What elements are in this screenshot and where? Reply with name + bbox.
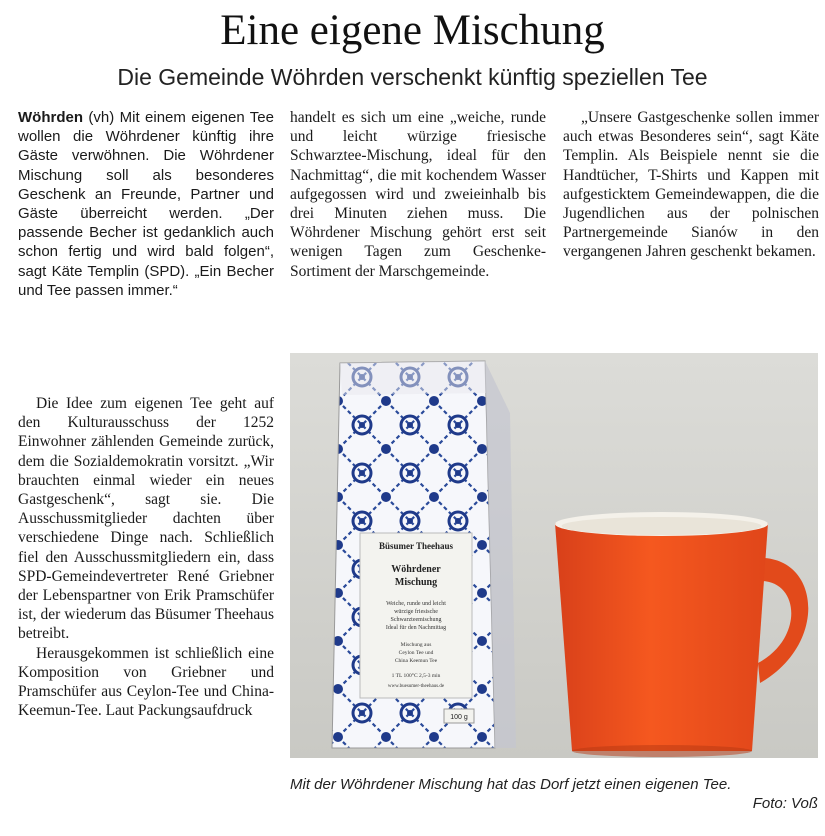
label-title-2: Mischung: [394, 577, 438, 588]
tea-label: [360, 533, 472, 698]
subheadline: Die Gemeinde Wöhrden verschenkt künftig speziellen Tee: [117, 64, 708, 90]
tea-bag: [332, 361, 516, 748]
label-url: www.buesumer-theehaus.de: [387, 684, 445, 689]
bag-weight-tag: [444, 709, 474, 723]
label-brew: 1 TL 100°C 2,5-3 min: [391, 673, 441, 679]
label-desc-4: Ideal für den Nachmittag: [385, 625, 447, 631]
article-column-1-cont: [18, 394, 274, 720]
paragraph-col3: „Unsere Gastgeschenke sollen immer auch etwas Besonderes sein“, sagt Käte Templin. Als Beispiele nennt sie die Handtücher, T-Shirts und Kappen mit aufgesticktem Gemeindewappen, die die Jugendlichen aus der polnischen Partnergemeinde Sianów in den vergangenen Jahren geschenkt bekamen.: [563, 109, 819, 261]
label-title-1: Wöhrdener: [391, 564, 441, 575]
label-blend-3: China Keemun Tee: [394, 658, 438, 664]
headline: Eine eigene Mischung: [220, 7, 605, 54]
article-photo: [290, 353, 818, 758]
article-column-1: [18, 108, 274, 300]
paragraph-intro: [18, 108, 274, 300]
label-blend-1: Mischung aus: [400, 642, 432, 648]
photo-illustration: [290, 353, 818, 758]
bag-weight: 100 g: [450, 714, 468, 721]
paragraph-3: Herausgekommen ist schließlich eine Komposition von Griebner und Pramschüfer aus Ceylon-Tee und China-Keemun-Tee. Laut Packungsaufdruck: [18, 644, 274, 720]
label-desc-1: Weiche, runde und leicht: [386, 601, 446, 607]
caption-text: Mit der Wöhrdener Mischung hat das Dorf jetzt einen eigenen Tee.: [290, 776, 732, 793]
label-desc-2: würzige friesische: [394, 609, 438, 615]
article-column-2: [290, 108, 546, 281]
article-column-3: [563, 108, 819, 262]
label-brand: Büsumer Theehaus: [379, 541, 453, 551]
paragraph-2: Die Idee zum eigenen Tee geht auf den Kulturausschuss der 1252 Einwohner zählenden Gemeinde zurück, dem die Sozialdemokratin vorsitzt. „Wir brauchten einmal wieder ein neues Gastgeschenk“, sagt sie. Die Ausschussmitglieder dachten über verschiedene Dinge nach. Schließlich fiel den Ausschussmitgliedern ein, dass SPD-Gemeindevertreter René Griebner der Lebenspartner von Erik Pramschüfer ist, der wiederum das Büsumer Theehaus betreibt.: [18, 395, 274, 643]
intro-text: (vh) Mit einem eigenen Tee wollen die Wöhrdener künftig ihre Gäste verwöhnen. Die Wöhrdener Mischung soll als besonderes Geschenk an Freunde, Partner und Gäste überreicht werden. „Der passende Becher ist gedanklich auch schon fertig und wird bald folgen“, sagt Käte Templin (SPD). „Ein Becher und Tee passen immer.“: [18, 109, 274, 299]
paragraph-col2: handelt es sich um eine „weiche, runde und leicht würzige friesische Schwarztee-Mischung, ideal für den Nachmittag“, die mit kochendem Wasser aufgegossen wird und zweieinhalb bis drei Minuten ziehen muss. Die Wöhrdener Mischung gehört erst seit wenigen Tagen zum Geschenke-Sortiment der Marschgemeinde.: [290, 109, 546, 280]
photo-caption: [290, 775, 818, 812]
dateline-location: Wöhrden: [18, 109, 83, 126]
photo-credit: Foto: Voß: [752, 795, 818, 812]
label-blend-2: Ceylon Tee und: [398, 650, 434, 656]
label-desc-3: Schwarzteemischung: [390, 617, 442, 623]
